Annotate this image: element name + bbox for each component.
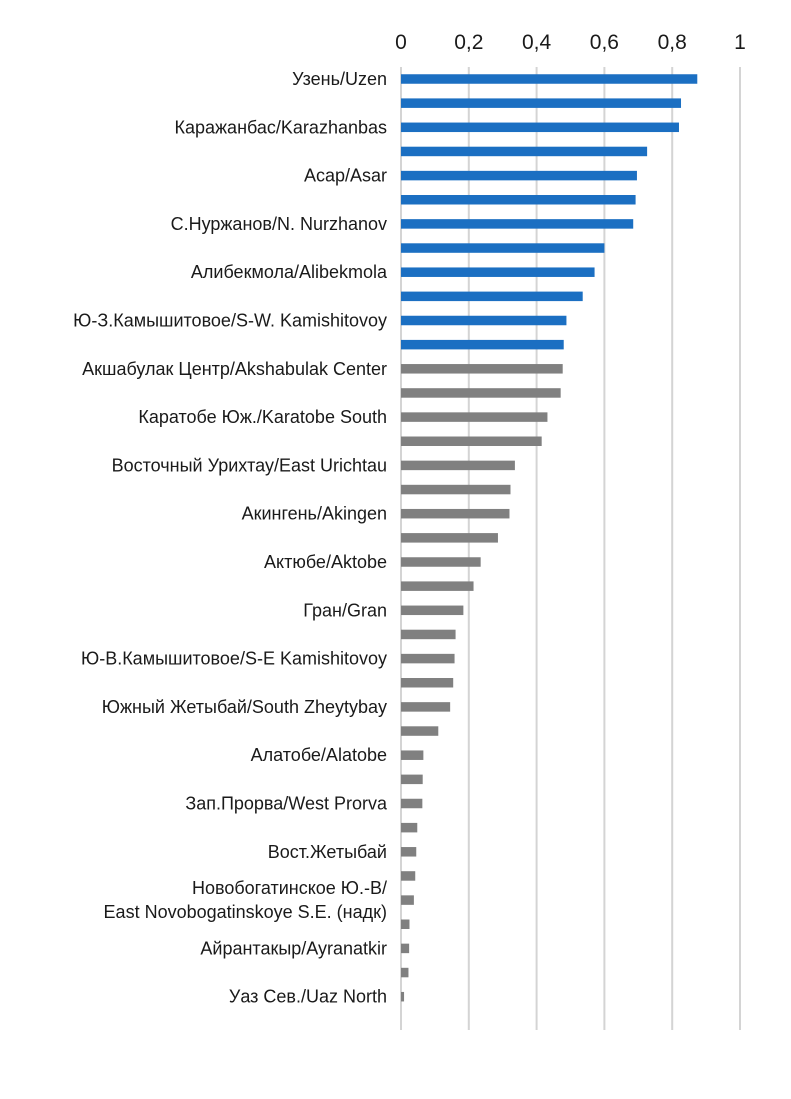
category-label: Узень/Uzen — [292, 69, 387, 89]
bar — [401, 292, 583, 302]
category-label: Акингень/Akingen — [241, 503, 387, 524]
x-axis-ticks — [395, 31, 746, 54]
bar — [401, 847, 416, 857]
bar — [401, 630, 456, 640]
bar — [401, 485, 510, 495]
category-label: Актюбе/Aktobe — [264, 552, 387, 572]
bar — [401, 364, 563, 374]
x-tick-label: 0,8 — [657, 31, 687, 54]
bar — [401, 123, 679, 133]
category-label: Восточный Урихтау/East Urichtau — [111, 455, 387, 476]
bar — [401, 340, 564, 350]
bar — [401, 437, 542, 447]
bar — [401, 750, 423, 760]
category-label: Ю-В.Камышитовое/S-E Kamishitovoy — [81, 648, 387, 669]
bar — [401, 871, 415, 881]
bar — [401, 533, 498, 543]
category-label: Каратобе Юж./Karatobe South — [138, 407, 387, 428]
bar — [401, 654, 455, 664]
category-label: Алибекмола/Alibekmola — [190, 262, 387, 283]
category-label: Вост.Жетыбай — [267, 841, 387, 862]
bar — [401, 195, 636, 205]
category-label: Акшабулак Центр/Akshabulak Center — [82, 358, 387, 379]
bar — [401, 219, 633, 229]
category-label: Уаз Сев./Uaz North — [228, 986, 387, 1007]
bar — [401, 388, 561, 398]
bar — [401, 461, 515, 471]
bar — [401, 968, 408, 978]
category-label: Ю-З.Камышитовое/S-W. Kamishitovoy — [73, 310, 387, 331]
bar — [401, 799, 422, 809]
x-tick-label: 0 — [395, 31, 407, 54]
x-tick-label: 1 — [734, 31, 746, 54]
category-label: Южный Жетыбай/South Zheytybay — [101, 696, 387, 717]
x-tick-label: 0,2 — [454, 31, 484, 54]
category-label: Новобогатинское Ю.-В/ East Novobogatinskoye S.E. (надк) — [103, 878, 387, 923]
category-label: Алатобе/Alatobe — [250, 745, 387, 766]
category-label: Гран/Gran — [303, 600, 387, 621]
bar — [401, 992, 404, 1002]
bar — [401, 606, 463, 616]
bar — [401, 316, 566, 326]
bar — [401, 267, 595, 277]
bar — [401, 171, 637, 181]
bar — [401, 920, 409, 930]
bar — [401, 581, 474, 591]
category-label: Айрантакыр/Ayranatkir — [200, 938, 387, 959]
bar — [401, 509, 509, 519]
category-labels — [73, 69, 388, 1007]
bar — [401, 74, 697, 84]
bar — [401, 243, 604, 253]
bars — [401, 74, 697, 1001]
bar — [401, 895, 414, 905]
category-label: Каражанбас/Karazhanbas — [174, 117, 387, 138]
bar — [401, 98, 681, 108]
bar — [401, 147, 647, 157]
x-tick-label: 0,4 — [521, 31, 552, 54]
bar — [401, 678, 453, 688]
bar — [401, 823, 417, 833]
bar — [401, 775, 423, 785]
x-tick-label: 0,6 — [589, 31, 620, 54]
category-label: Зап.Прорва/West Prorva — [185, 793, 387, 814]
bar — [401, 702, 450, 712]
gridlines — [401, 67, 740, 1030]
category-label: Асар/Asar — [303, 165, 387, 186]
bar — [401, 726, 438, 736]
category-label: С.Нуржанов/N. Nurzhanov — [170, 213, 387, 234]
bar — [401, 944, 409, 954]
bar — [401, 412, 547, 422]
bar — [401, 557, 481, 567]
